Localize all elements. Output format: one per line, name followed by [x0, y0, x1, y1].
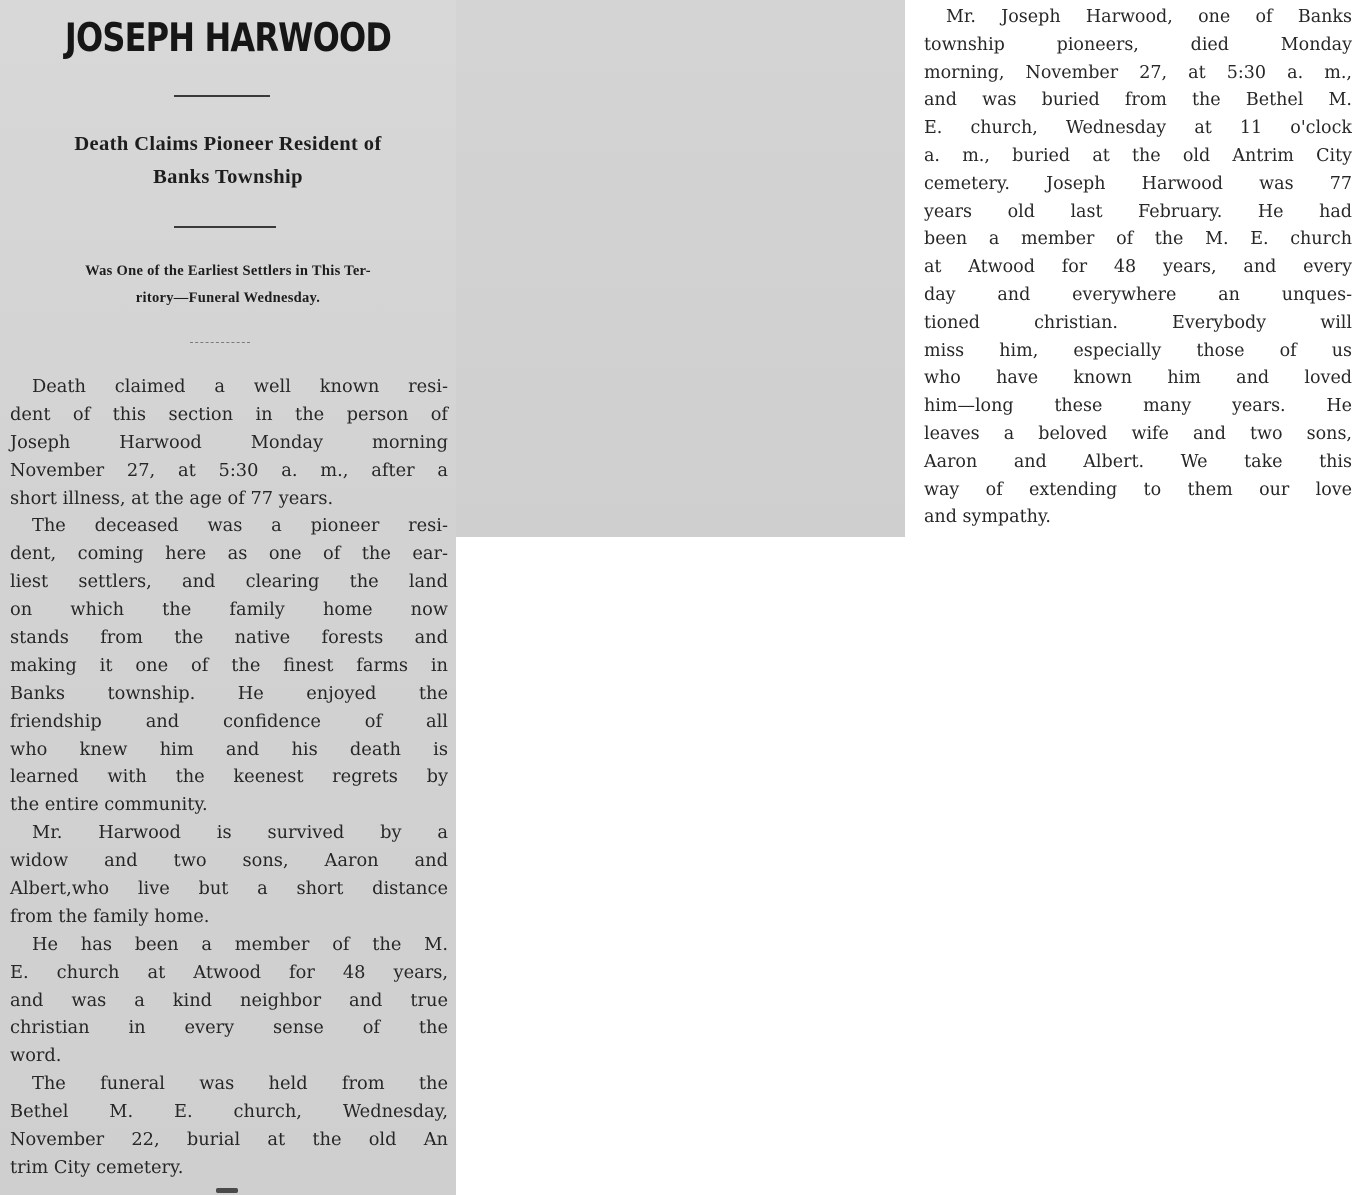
- text-line: on which the family home now: [10, 599, 448, 621]
- obituary-body-left: [10, 373, 448, 1182]
- left-clipping: [0, 0, 456, 1195]
- text-line: Mr. Joseph Harwood, one of Banks: [946, 7, 1352, 27]
- text-line: from the family home.: [10, 905, 210, 927]
- subheadline-secondary-line: Was One of the Earliest Settlers in This Ter-: [85, 263, 371, 279]
- text-line: widow and two sons, Aaron and: [10, 850, 448, 872]
- text-line: E. church, Wednesday at 11 o'clock: [924, 118, 1352, 139]
- text-line: The deceased was a pioneer resi-: [32, 515, 448, 537]
- text-line: who knew him and his death is: [10, 738, 448, 760]
- text-line: and was a kind neighbor and true: [10, 989, 448, 1011]
- text-line: way of extending to them our love: [924, 479, 1352, 500]
- text-line: Albert,who live but a short distance: [10, 878, 448, 900]
- text-line: Death claimed a well known resi-: [32, 376, 448, 397]
- text-line: morning, November 27, at 5:30 a. m.,: [924, 62, 1352, 83]
- text-line: and was buried from the Bethel M.: [924, 90, 1352, 111]
- text-line: word.: [10, 1045, 62, 1067]
- text-line: dent of this section in the person of: [10, 403, 448, 425]
- text-line: leaves a beloved wife and two sons,: [924, 423, 1352, 444]
- text-line: stands from the native forests and: [10, 627, 448, 649]
- headline-rule: [174, 95, 270, 97]
- text-line: and sympathy.: [924, 507, 1051, 528]
- text-line: township pioneers, died Monday: [924, 34, 1352, 55]
- text-line: been a member of the M. E. church: [924, 229, 1352, 250]
- text-line: making it one of the finest farms in: [10, 654, 448, 676]
- text-line: E. church at Atwood for 48 years,: [10, 961, 448, 983]
- text-line: tioned christian. Everybody will: [924, 312, 1352, 333]
- text-line: November 22, burial at the old An: [10, 1129, 448, 1151]
- text-line: dent, coming here as one of the ear-: [10, 543, 448, 565]
- text-line: friendship and confidence of all: [10, 710, 448, 732]
- subheadline-secondary: [0, 258, 456, 312]
- text-line: short illness, at the age of 77 years.: [10, 487, 334, 509]
- print-speck: [216, 1188, 238, 1193]
- text-line: trim City cemetery.: [10, 1156, 184, 1178]
- subheadline-rule: [174, 226, 276, 228]
- text-line: Aaron and Albert. We take this: [924, 451, 1352, 472]
- text-line: The funeral was held from the: [32, 1073, 448, 1095]
- text-line: who have known him and loved: [924, 368, 1352, 389]
- text-line: liest settlers, and clearing the land: [10, 571, 448, 593]
- text-line: years old last February. He had: [924, 201, 1352, 222]
- text-line: Bethel M. E. church, Wednesday,: [10, 1101, 448, 1123]
- subheadline-main: [0, 128, 456, 194]
- subheadline-line: Banks Township: [153, 166, 303, 188]
- text-line: miss him, especially those of us: [924, 340, 1352, 361]
- text-line: him—long these many years. He: [924, 396, 1352, 417]
- section-divider: [190, 342, 250, 343]
- text-line: November 27, at 5:30 a. m., after a: [10, 459, 448, 481]
- text-line: a. m., buried at the old Antrim City: [924, 145, 1352, 166]
- right-clipping: [456, 0, 1352, 537]
- headline: JOSEPH HARWOOD: [64, 16, 392, 61]
- text-line: at Atwood for 48 years, and every: [924, 257, 1352, 278]
- text-line: learned with the keenest regrets by: [10, 766, 448, 788]
- text-line: day and everywhere an unques-: [924, 284, 1352, 305]
- text-line: the entire community.: [10, 794, 208, 816]
- text-line: christian in every sense of the: [10, 1017, 448, 1039]
- subheadline-secondary-line: ritory—Funeral Wednesday.: [135, 290, 321, 306]
- text-line: Banks township. He enjoyed the: [10, 682, 448, 704]
- text-line: cemetery. Joseph Harwood was 77: [924, 173, 1352, 194]
- text-line: Mr. Harwood is survived by a: [32, 822, 448, 844]
- obituary-body-right: [924, 4, 1352, 532]
- text-line: He has been a member of the M.: [32, 933, 448, 955]
- text-line: Joseph Harwood Monday morning: [10, 431, 448, 453]
- subheadline-line: Death Claims Pioneer Resident of: [74, 133, 382, 155]
